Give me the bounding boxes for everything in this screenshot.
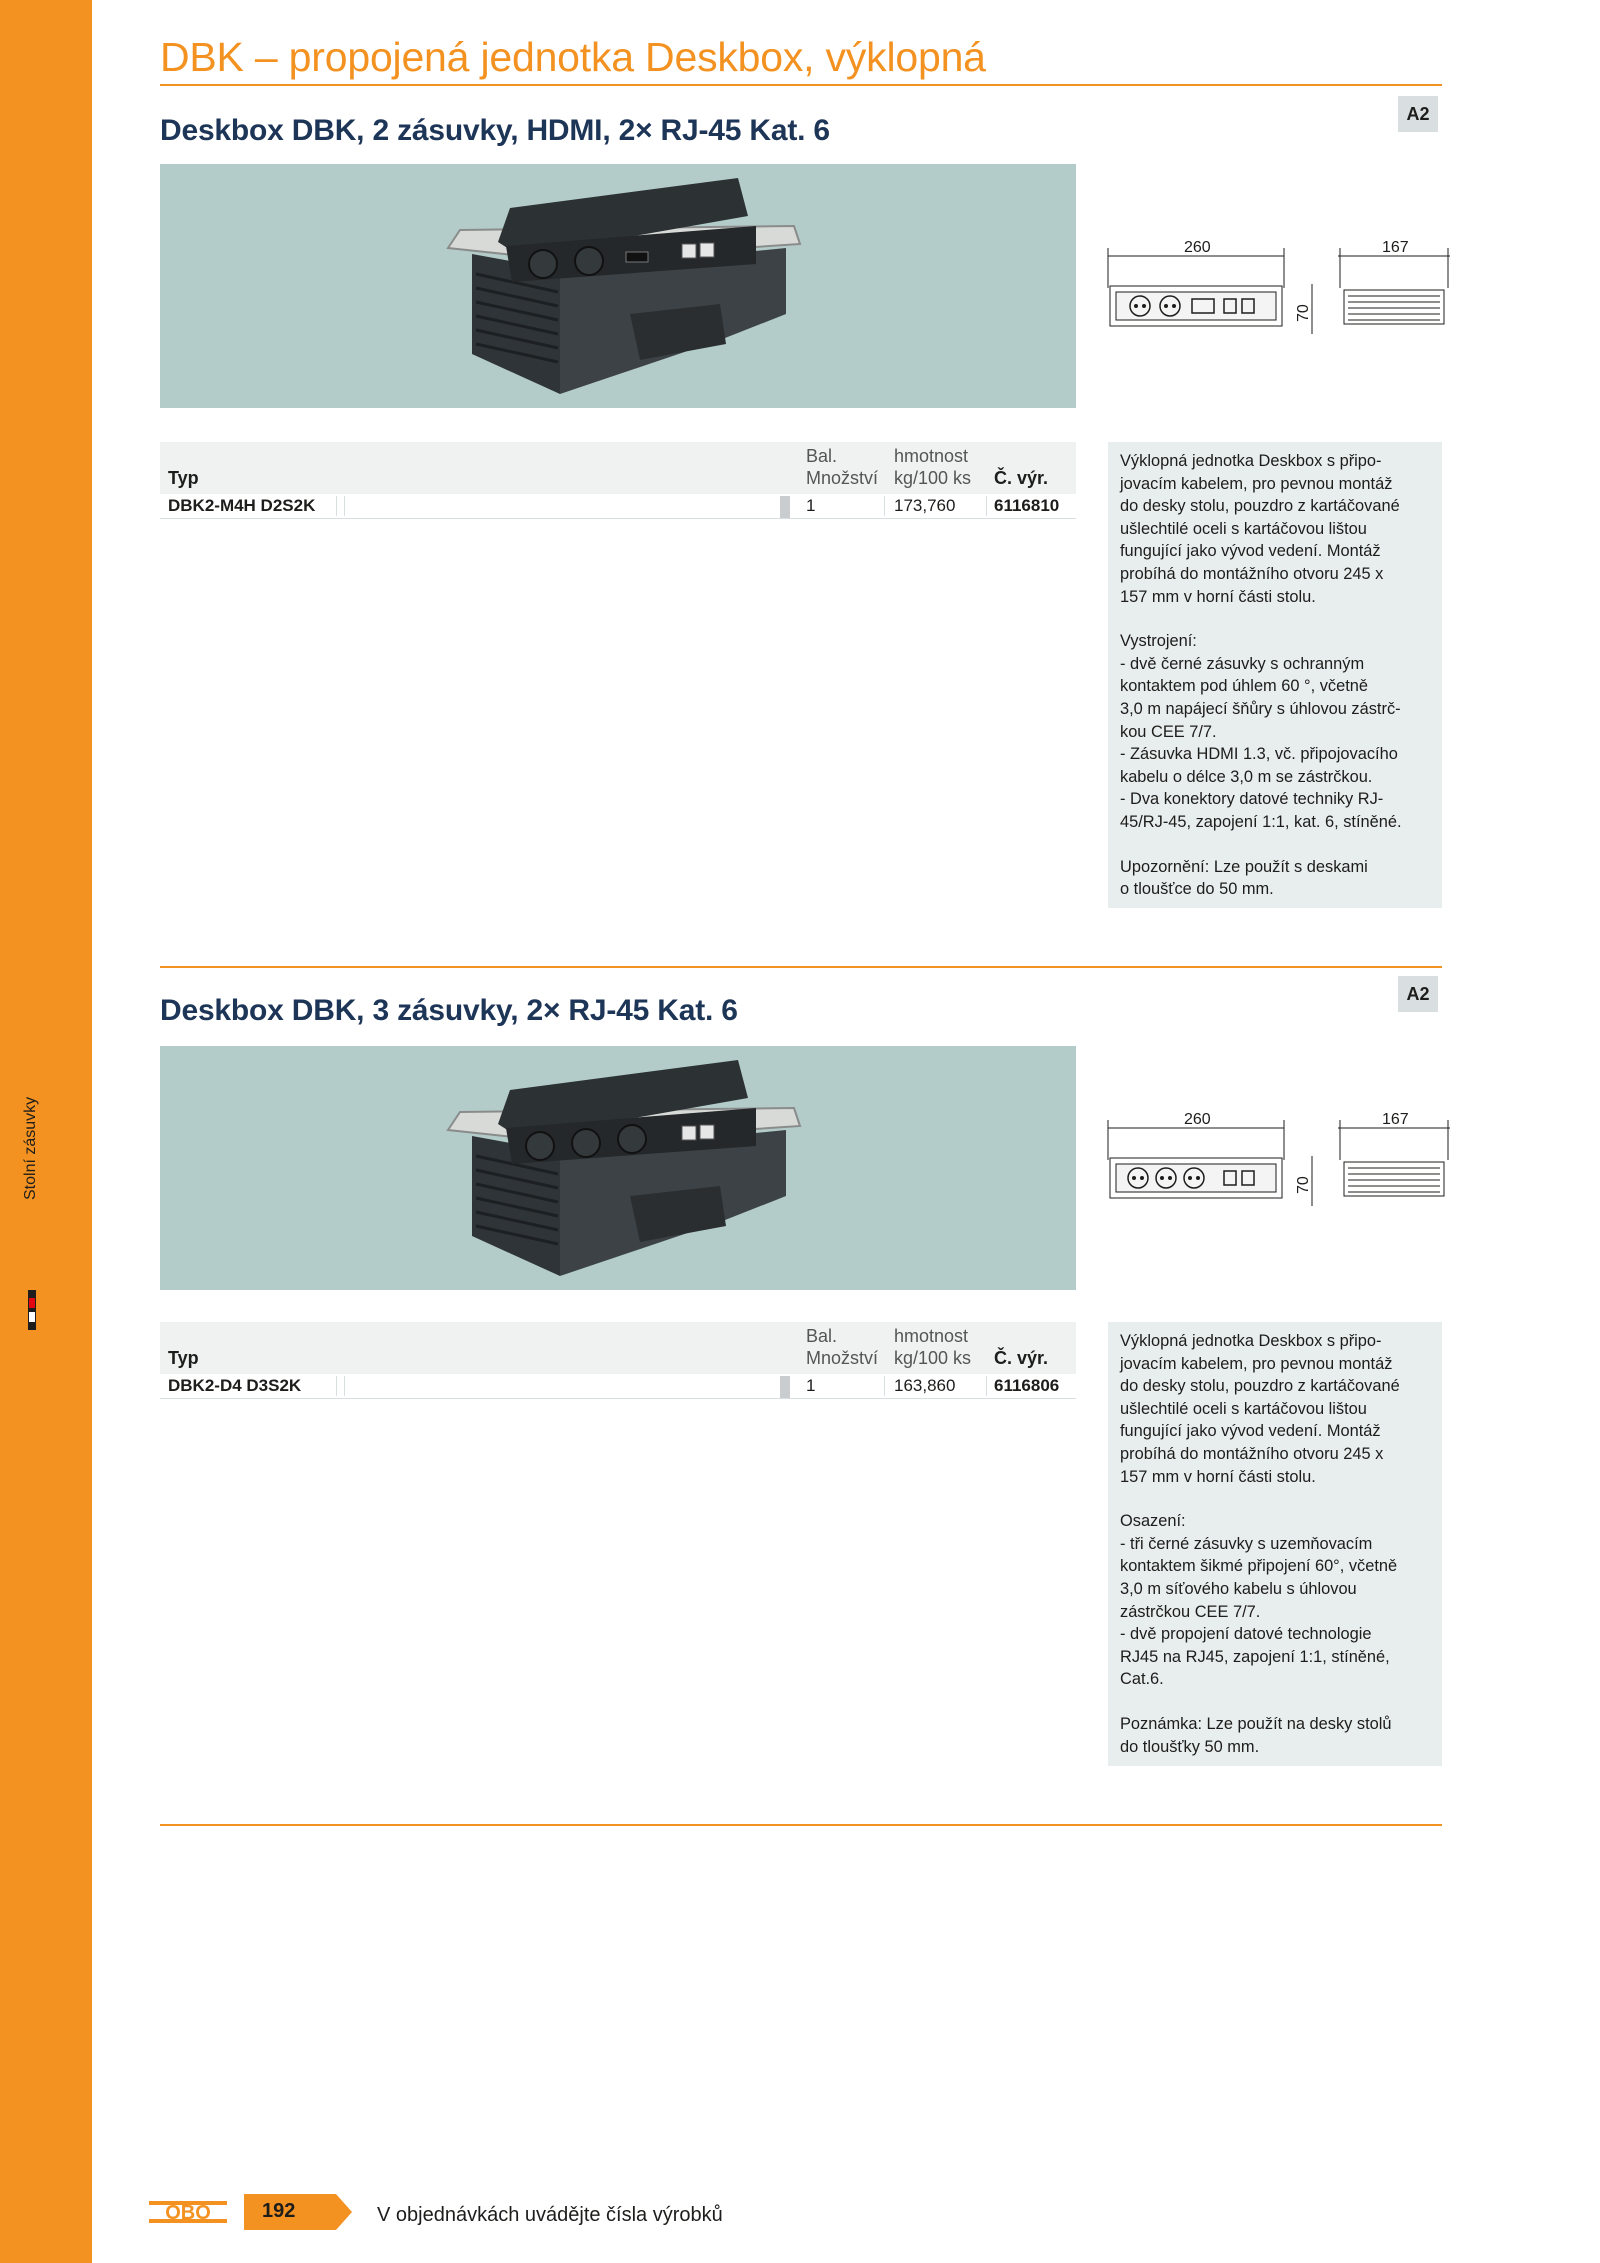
col-bal-header-2: Množství xyxy=(806,1348,879,1368)
product-photo xyxy=(160,1046,1076,1290)
category-badge: A2 xyxy=(1398,96,1438,132)
col-bal-header: Bal. xyxy=(806,1326,838,1346)
product-photo xyxy=(160,164,1076,408)
product-description xyxy=(1108,1322,1442,1766)
row-typ: DBK2-D4 D3S2K xyxy=(168,1376,302,1395)
col-weight-header: hmotnost xyxy=(894,1326,969,1346)
dimension-drawing xyxy=(1100,240,1450,350)
row-marker xyxy=(780,496,790,518)
page-title: DBK – propojená jednotka Deskbox, výklopná xyxy=(160,34,986,80)
row-article: 6116810 xyxy=(994,496,1060,515)
col-weight-header: hmotnost xyxy=(894,446,969,466)
description-paragraph: Výklopná jednotka Deskbox s připo- jovacím kabelem, pro pevnou montáž do desky stolu, pouzdro z kartáčované ušlechtilé oceli s kartáčovou lištou fungující jako vývod vedení. Montáž probíhá do montážního otvoru 245 x 157 mm v horní části stolu. xyxy=(1120,1332,1400,1486)
height-dimension: 70 xyxy=(1295,304,1312,322)
depth-dimension: 167 xyxy=(1382,1112,1409,1128)
product-description xyxy=(1108,442,1442,908)
col-bal-header: Bal. xyxy=(806,446,838,466)
col-article-header: Č. výr. xyxy=(994,1348,1049,1368)
color-marker-icon xyxy=(28,1290,36,1330)
order-table-header xyxy=(160,1322,1076,1374)
description-paragraph: Upozornění: Lze použít s deskami o tloušťce do 50 mm. xyxy=(1120,857,1368,899)
description-paragraph: Výklopná jednotka Deskbox s připo- jovacím kabelem, pro pevnou montáž do desky stolu, pouzdro z kartáčované ušlechtilé oceli s kartáčovou lištou fungující jako vývod vedení. Montáž probíhá do montážního otvoru 245 x 157 mm v horní části stolu. xyxy=(1120,452,1400,606)
row-qty: 1 xyxy=(806,496,816,515)
row-weight: 173,760 xyxy=(894,496,956,515)
logo-text: OBO xyxy=(165,2202,211,2224)
table-row[interactable] xyxy=(160,1374,1076,1399)
front-view-sockets xyxy=(1116,1164,1276,1192)
col-typ-header: Typ xyxy=(168,468,199,488)
front-view-sockets xyxy=(1116,292,1276,320)
order-table xyxy=(160,1322,1076,1399)
side-section-label xyxy=(22,1180,42,1200)
footer-note: V objednávkách uvádějte čísla výrobků xyxy=(377,2204,723,2226)
title-divider xyxy=(160,84,1442,86)
col-typ-header: Typ xyxy=(168,1348,199,1368)
category-badge: A2 xyxy=(1398,976,1438,1012)
height-dimension: 70 xyxy=(1295,1176,1312,1194)
product-title: Deskbox DBK, 3 zásuvky, 2× RJ-45 Kat. 6 xyxy=(160,994,738,1027)
col-weight-header-2: kg/100 ks xyxy=(894,468,972,488)
order-table xyxy=(160,442,1076,519)
row-typ: DBK2-M4H D2S2K xyxy=(168,496,316,515)
col-weight-header-2: kg/100 ks xyxy=(894,1348,972,1368)
col-bal-header-2: Množství xyxy=(806,468,879,488)
row-article: 6116806 xyxy=(994,1376,1060,1395)
table-row[interactable] xyxy=(160,494,1076,519)
depth-dimension: 167 xyxy=(1382,240,1409,256)
description-paragraph: Osazení: - tři černé zásuvky s uzemňovacím kontaktem šikmé připojení 60°, včetně 3,0 m síťového kabelu s úhlovou zástrčkou CEE 7/7. - dvě propojení datové technologie RJ45 na RJ45, zapojení 1:1, stíněné, Cat.6. xyxy=(1120,1512,1398,1689)
sidebar-band xyxy=(0,0,92,2263)
obo-logo-icon xyxy=(148,2197,228,2227)
deskbox-3-socket-image xyxy=(160,1046,1076,1290)
row-weight: 163,860 xyxy=(894,1376,956,1395)
deskbox-2-socket-image xyxy=(160,164,1076,408)
width-dimension: 260 xyxy=(1184,1112,1211,1128)
order-table-header xyxy=(160,442,1076,494)
section-divider xyxy=(160,1824,1442,1826)
page-number-tab xyxy=(244,2194,352,2230)
description-paragraph: Vystrojení: - dvě černé zásuvky s ochranným kontaktem pod úhlem 60 °, včetně 3,0 m napájecí šňůry s úhlovou zástrč- kou CEE 7/7. - Zásuvka HDMI 1.3, vč. připojovacího kabelu o délce 3,0 m se zástrčkou. - Dva konektory datové techniky RJ- 45/RJ-45, zapojení 1:1, kat. 6, stíněné. xyxy=(1120,632,1402,831)
row-qty: 1 xyxy=(806,1376,816,1395)
page-number: 192 xyxy=(262,2200,296,2222)
product-title: Deskbox DBK, 2 zásuvky, HDMI, 2× RJ-45 Kat. 6 xyxy=(160,114,830,147)
dimension-drawing xyxy=(1100,1112,1450,1222)
description-paragraph: Poznámka: Lze použít na desky stolů do tloušťky 50 mm. xyxy=(1120,1714,1392,1756)
section-divider xyxy=(160,966,1442,968)
width-dimension: 260 xyxy=(1184,240,1211,256)
col-article-header: Č. výr. xyxy=(994,468,1049,488)
row-marker xyxy=(780,1376,790,1398)
